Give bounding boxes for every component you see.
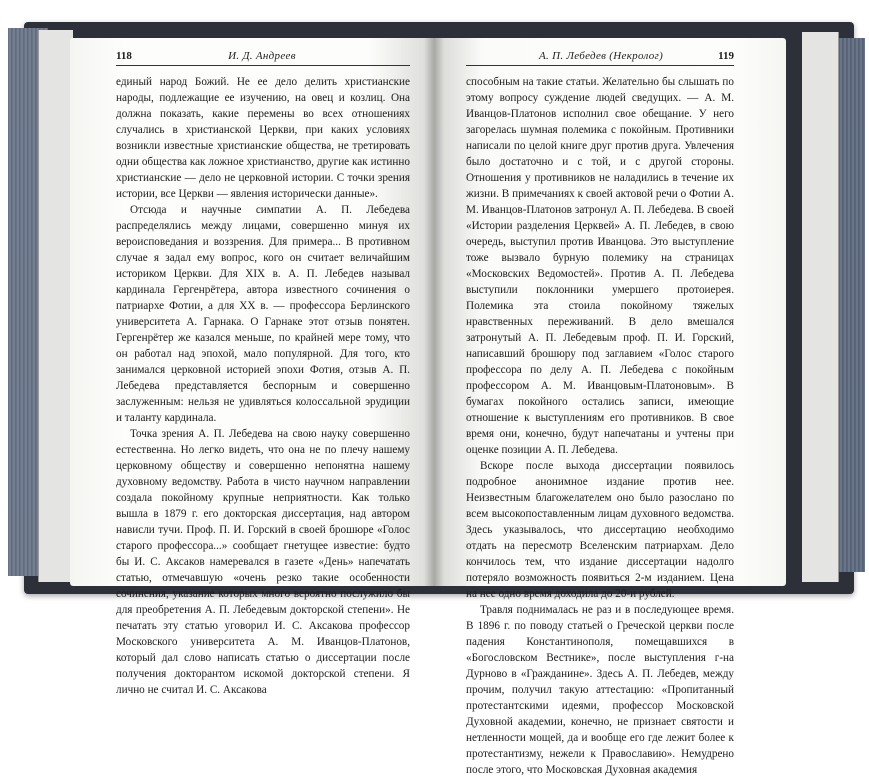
left-page-number: 118	[116, 50, 132, 62]
book-gutter-shadow	[424, 38, 444, 586]
left-running-head	[116, 50, 410, 66]
page-edges-left	[38, 30, 73, 582]
paragraph: Вскоре после выхода диссертации появилось подробное анонимное издание против нее. Неизвестным благожелателем оно было разослано по всем высокопоставленным лицам духовного ведомства. Здесь указывалось, что диссертацию необходимо отдать на пересмотр Вселенским патриархам. Дело кончилось тем, что издание диссертации надолго потеряло возможность появиться 2-м изданием. Цена на нее одно время доходила до 20-и рублей.	[466, 460, 734, 600]
paragraph: Травля поднималась не раз и в последующее время. В 1896 г. по поводу статьей о Греческой церкви после падения Константинополя, помещавшихся в «Богословском Вестнике», после выступления г-на Дурново в «Гражданине». Здесь А. П. Лебедев, между прочим, получил такую аттестацию: «Пропитанный протестантскими идеями, профессор Московской Духовной академии, конечно, не признает святости и нетленности мощей, да и вообще его где лежит более к протестантизму, нежели к Православию». Немудрено после этого, что Московская Духовная академия	[466, 604, 734, 776]
right-page-text	[466, 74, 734, 778]
left-page	[70, 38, 434, 696]
right-page	[434, 38, 786, 776]
left-running-title: И. Д. Андреев	[228, 50, 296, 62]
right-running-title: А. П. Лебедев (Некролог)	[539, 50, 664, 62]
paragraph: Отсюда и научные симпатии А. П. Лебедева распределялись между лицами, совершенно минуя их вероисповедания и воззрения. Для примера... В противном случае я задал ему вопрос, кого он считает величайшим историком Церкви. Для XIX в. А. П. Лебедев называл кардинала Гергенрётера, автора известного сочинения о патриархе Фотии, а для XX в. — профессора Берлинского университета А. Гарнака. О Гарнаке этот отзыв понятен. Гергенрётер же казался меньше, по крайней мере тому, что он работал над эпохой, мало популярной. Для того, кто занимался церковной историей эпохи Фотия, отзыв А. П. Лебедева представляется беспорным и совершенно заслуженным: нельзя не удивляться колоссальной эрудиции и таланту кардинала.	[116, 204, 410, 424]
paragraph: единый народ Божий. Не ее дело делить христианские народы, подлежащие ее изучению, на овец и козлиц. Она должна показать, какие перемены во всех отношениях случались в христианской Церкви, при каких условиях возникли известные христианские общества, не третировать одни общества как ложное христианство, другие как истинно христианские — дело не церковной истории. С точки зрения истории, все Церкви — явления исторически данные».	[116, 76, 410, 200]
page-edges-right	[802, 32, 839, 582]
right-page-number: 119	[718, 50, 734, 62]
right-running-head	[466, 50, 734, 66]
paragraph: способным на такие статьи. Желательно бы слышать по этому вопросу суждение людей сведущих. — А. М. Иванцов-Платонов исполнил свое обещание. У него загорелась шумная полемика с покойным. Противники написали по целой книге друг против друга. Увлечения было достаточно и с той, и с другой стороны. Отношения у противников не наладились в течение их жизни. В примечаниях к своей актовой речи о Фотии А. М. Иванцов-Платонов затронул А. П. Лебедева. В своей «Истории разделения Церквей» А. П. Лебедев, в свою очередь, выступил против Иванцова. Это выступление тоже вызвало бурную полемику на страницах «Московских Ведомостей». Против А. П. Лебедева выступили поклонники умершего протоиерея. Полемика эта стоила покойному тяжелых нравственных переживаний. В дело вмешался затронутый А. П. Лебедевым проф. П. И. Горский, написавший брошюру под заглавием «Голос старого профессора по делу А. П. Лебедева с покойным профессором А. М. Иванцовым-Платоновым». В бумагах покойного остались записи, имеющие отношение к выступлениям его противников. В свое время они, конечно, будут напечатаны и учтены при оценке позиции А. П. Лебедева.	[466, 76, 734, 456]
left-page-text	[116, 74, 410, 698]
paragraph: Точка зрения А. П. Лебедева на свою науку совершенно естественна. Но легко видеть, что она не по плечу нашему церковному обществу и совершенно непонятна нашему духовному ведомству. Работа в чисто научном направлении создала покойному крупные неприятности. Как только вышла в 1879 г. его докторская диссертация, над автором нависли тучи. Проф. П. И. Горский в своей брошюре «Голос старого профессора...» сообщает гнетущее известие: будто бы И. С. Аксаков намеревался в газете «День» напечатать статью, отмечавшую «очень резко такие особенности сочинения, указание которых много вероятно послужило бы для преобретения А. П. Лебедевым докторской степени». Не печатать эту статью уговорил И. С. Аксакова профессор Московского университета А. М. Иванцов-Платонов, который дал слово написать статью о диссертации после получения докторантом искомой докторской степени. Я лично не считал И. С. Аксакова	[116, 428, 410, 696]
